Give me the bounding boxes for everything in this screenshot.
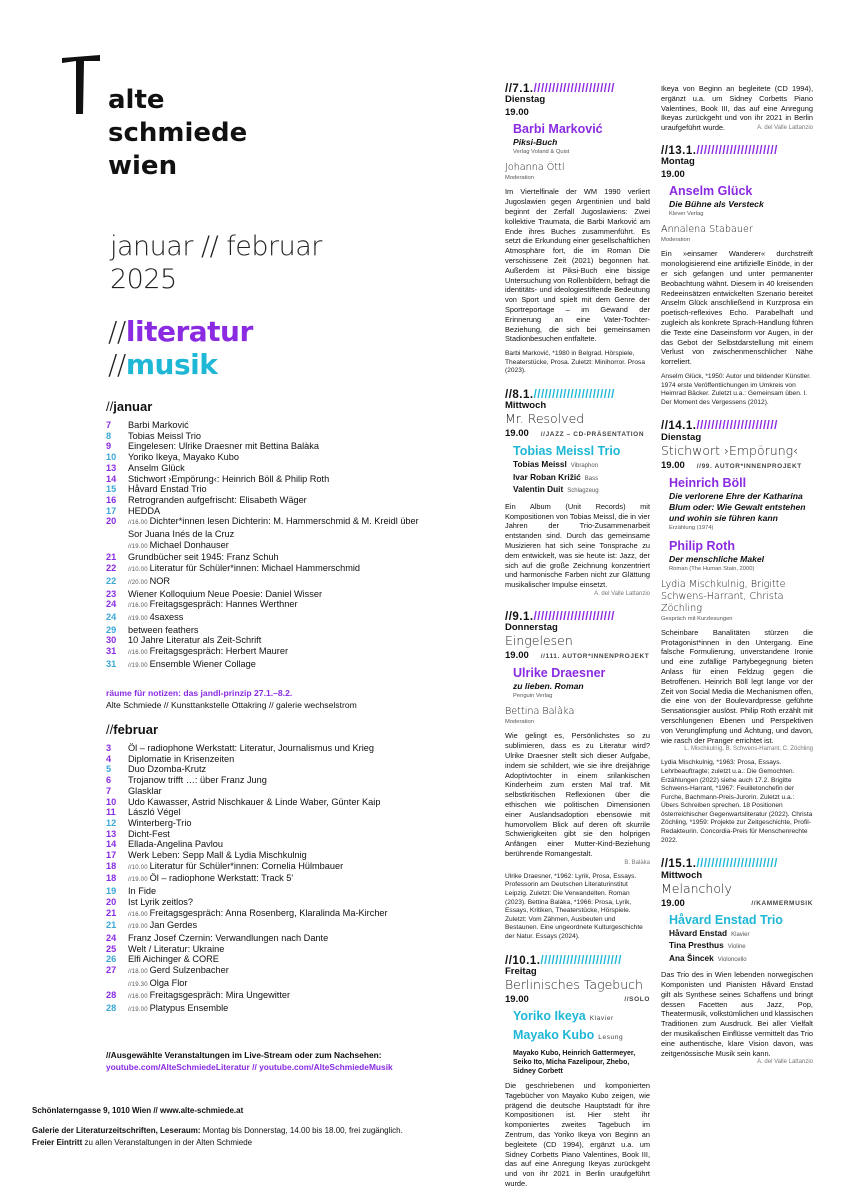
calendar-entry: //19.00 4saxess — [128, 611, 184, 622]
calendar-day: 28 — [106, 1003, 117, 1014]
calendar-day: 6 — [106, 775, 112, 786]
logo-line-1: alte — [108, 85, 165, 115]
calendar-entry: Stichwort ›Empörung‹: Heinrich Böll & Philip Roth — [128, 473, 330, 484]
calendar-row — [106, 797, 406, 808]
calendar-day: 17 — [106, 505, 117, 516]
calendar-row — [106, 659, 406, 672]
calendar-row — [106, 764, 406, 775]
event-column-2 — [505, 84, 650, 1189]
calendar-entry: Ist Lyrik zeitlos? — [128, 896, 194, 907]
calendar-day — [106, 978, 128, 991]
period-title: januar // februar 2025 — [110, 231, 322, 295]
event-jan7: //7.1.////////////////////// Dienstag 19.00 Barbi Marković Piksi-Buch Verlag Voland & Quist Johanna Öttl Moderation Im Viertelfinale der WM 1990 verliert Jugoslawien gegen Argentinien und bald beginnt der Zerfall Jugoslawiens: Zwei kollektive Traumata, die Barbi Marković am Ende ihres Buches zusammenführt. Es setzt die Erkundung einer gesellschaftlichen Atmosphäre fort, die im Roman Die verschissene Zeit (2021) begonnen hat. Außerdem ist Piksi-Buch eine bissige Untersuchung von Rollenbildern, befragt die identitäts- und ideologiestiftende Bedeutung von Sport und spielt mit dem Genre der Sportreportage – im Gewand der Erinnerung an eine Vater-Tochter-Beziehung, die sich bei gemeinsamen Stadionbesuchen entfaltete. Barbi Marković, *1980 in Belgrad. Hörspiele, Theaterstücke, Prosa. Zuletzt: Minihorror. Prosa (2023). — [505, 83, 650, 375]
calendar-day: 3 — [106, 743, 112, 753]
calendar-row — [106, 754, 406, 765]
performer: Håvard Enstad Klavier — [669, 927, 750, 938]
calendar-day: 27 — [106, 965, 117, 976]
youtube-musik-link[interactable]: youtube.com/AlteSchmiedeMusik — [259, 1062, 393, 1072]
calendar-row — [106, 965, 406, 978]
calendar-row — [106, 920, 406, 933]
event-name: Philip Roth — [669, 538, 735, 553]
calendar-row — [106, 990, 406, 1003]
calendar-entry: Öl – radiophone Werkstatt: Literatur, Journalismus und Krieg — [128, 743, 374, 753]
calendar-day: 14 — [106, 473, 117, 484]
calendar-day: 4 — [106, 753, 112, 764]
calendar-entry: Tobias Meissl Trio — [128, 430, 202, 441]
calendar-row — [106, 452, 406, 463]
calendar-entry: Glasklar — [128, 785, 162, 796]
calendar-row — [106, 599, 406, 612]
calendar-row — [106, 516, 419, 529]
calendar-row — [106, 1003, 406, 1016]
logo-t-mark — [60, 52, 104, 116]
calendar-row — [106, 420, 406, 431]
calendar-row — [106, 933, 406, 944]
calendar-entry: Barbi Marković — [128, 420, 189, 430]
calendar-entry: Udo Kawasser, Astrid Nischkauer & Linde Waber, Günter Kaip — [128, 796, 381, 807]
calendar-entry: Yoriko Ikeya, Mayako Kubo — [128, 452, 239, 463]
performer: Ivar Roban Križić Bass — [513, 471, 599, 482]
calendar-day: 16 — [106, 494, 117, 505]
calendar-entry: //19.00 Platypus Ensemble — [128, 1003, 229, 1014]
category-literatur: //literatur — [108, 315, 253, 348]
notice-text: Alte Schmiede // Kunsttankstelle Ottakring // galerie wechselstrom — [106, 700, 357, 710]
calendar-day: 7 — [106, 785, 112, 796]
february-calendar — [106, 743, 406, 1016]
calendar-entry: //18.00 Gerd Sulzenbacher — [128, 965, 229, 976]
calendar-entry: Duo Dzomba-Krutz — [128, 764, 207, 775]
calendar-row — [106, 576, 406, 589]
calendar-day — [106, 540, 128, 553]
event-name: Barbi Marković — [513, 122, 603, 137]
event-jan15: //15.1.////////////////////// Mittwoch Melancholy 19.00 //KAMMERMUSIK Håvard Enstad Trio Håvard Enstad Klavier Tina Presthus Violine Ana Šincek Violoncello Das Trio des in Wien lebenden norwegischen Komponisten und Pianisten Håvard Enstad gilt als Synthese seines Schaffens und bringt dessen Facetten aus Jazz, Pop, Theatermusik, volkstümlichen und klassischen Traditionen zum Ausdruck. Bei aller Vielfalt der musikalischen Einflüsse vermittelt das Trio eine authentische, klare Vision davon, was zeitgenössische Musik sein kann. A. del Valle Lattanzio — [661, 858, 813, 1066]
calendar-entry: //19.00 Jan Gerdes — [128, 920, 198, 931]
calendar-day: 22 — [106, 575, 117, 586]
calendar-entry: 10 Jahre Literatur als Zeit-Schrift — [128, 635, 262, 646]
calendar-entry: Diplomatie in Krisenzeiten — [128, 753, 235, 764]
event-jan10: //10.1.////////////////////// Freitag Berlinisches Tagebuch 19.00 //SOLO Yoriko Ikeya Klavier Mayako Kubo Lesung Mayako Kubo, Heinrich Gattermeyer, Seiko Ito, Micha Fazelipour, Zhebo, Sidney Corbett Die geschriebenen und komponierten Tagebücher von Mayako Kubo zeigen, wie prägend die deutsche Hauptstadt für ihre Kompositionen ist. Hier steht ihr komponiertes zweites Tagebuch im Zentrum, das Yoriko Ikeya von Beginn an begleitete (CD 1994), ergänzt u.a. um Sidney Corbetts Piano Valentines, Book III, das auf eine Anregung Ikeyas zurückgeht und von ihr 2021 in Berlin uraufgeführt wurde. — [505, 954, 650, 1188]
event-name: Anselm Glück — [669, 184, 753, 199]
calendar-entry: //20.00 NOR — [128, 575, 171, 586]
calendar-row — [106, 431, 406, 442]
calendar-row — [106, 908, 406, 921]
event-jan13: //13.1.////////////////////// Montag 19.00 Anselm Glück Die Bühne als Versteck Klever Verlag Annalena Stabauer Moderation Ein »einsamer Wanderer« durchstreift monologisierend eine artifizielle Einöde, in der er sich gefangen und unter permanenter Beobachtung wähnt. Diesem in 40 kreisenden Redeeinsätzen entwickelten Szenario bereitet Anselm Glück anschließend in Kurzprosa ein poetisch-reflexives Echo. Parabelhaft und zugleich als konkrete Sprach-Handlung führen die Texte eine Daseinsform vor Augen, in der das Gebot der Selbstdarstellung mit einem Verlust von zwischenmenschlicher Nähe korreliert. Anselm Glück, *1950: Autor und bildender Künstler. 1974 erste Veröffentlichungen im Umkreis von Heimrad Bäcker. Zuletzt u.a.: Gemeinsam üben. I. Der Moment des Vergessens (2012). — [661, 145, 813, 406]
address: Schönlaterngasse 9, 1010 Wien // www.alte-schmiede.at — [32, 1106, 244, 1115]
event-jan14: //14.1.////////////////////// Dienstag Stichwort ›Empörung‹ 19.00 //99. AUTOR*INNENPROJEKT Heinrich Böll Die verlorene Ehre der Katharina Blum oder: Wie Gewalt entstehen und wohin sie führen kann Erzählung (1974) Philip Roth Der menschliche Makel Roman (The Human Stain, 2000) Lydia Mischkulnig, Brigitte Schwens-Harrant, Christa Zöchling Gespräch mit Kurzlesungen Scheinbare Banalitäten stürzen die Protagonist*innen in den Untergang. Eine falsche Formulierung, unverstandene Ironie und eine zufällige Partybegegnung bieten Anlass für einen Feldzug gegen die Betroffenen. Heinrich Böll legt lange vor der Zeit von Social Media die Mechanismen offen, die eine von der Boulevardpresse geführte Sensationsgier auslöst. Philip Roth erzählt mit verschlungenen Ebenen und Perspektiven von Verunglimpfung und Ächtung, und davon, wie rasch der Pranger errichtet ist. L. Mischkulnig, B. Schwens-Harrant, C. Zöchling Lydia Mischkulnig, *1963: Prosa, Essays. Lehrbeauftragte; zuletzt u.a.: Die Gemochten. Erzählungen (2022) siehe auch 17.2. Brigitte Schwens-Harrant, *1967: Feuilletonchefin der Furche, Bachmann-Preis-Jurorin. Zuletzt u.a.: Übers Schreiben sprechen. 18 Positionen österreichischer Gegenwartsliteratur (2022). Christa Zöchling, *1959: Projekte zur Zeitgeschichte, Profil-Redakteurin. Concordia-Preis für Menschenrechte 2022. — [661, 420, 813, 844]
logo-wordmark — [108, 84, 247, 183]
event-jan10-continued: Ikeya von Beginn an begleitete (CD 1994), ergänzt u.a. um Sidney Corbetts Piano Valentines, Book III, das auf eine Anregung Ikeyas zurückgeht und von ihr 2021 in Berlin uraufgeführt wurde. — [661, 84, 813, 133]
calendar-row — [106, 775, 406, 786]
calendar-row — [106, 646, 406, 659]
notice-heading: räume für notizen: das jandl-prinzip 27.1.–8.2. — [106, 688, 293, 698]
february-heading: //februar — [106, 722, 159, 737]
event-name: Håvard Enstad Trio — [669, 912, 783, 927]
calendar-entry: Sor Juana Inés de la Cruz — [128, 529, 235, 540]
performer: Valentin Duit Schlagzeug — [513, 484, 599, 495]
january-heading: //januar — [106, 399, 153, 414]
calendar-entry: //19.00 Öl – radiophone Werkstatt: Track 5' — [128, 873, 294, 884]
calendar-day: 13 — [106, 462, 117, 473]
calendar-row — [106, 529, 406, 540]
calendar-entry: Håvard Enstad Trio — [128, 484, 207, 495]
calendar-entry: Werk Leben: Sepp Mall & Lydia Mischkulnig — [128, 850, 307, 861]
logo-line-3: wien — [108, 151, 178, 181]
calendar-day: 23 — [106, 588, 117, 599]
calendar-row — [106, 612, 406, 625]
calendar-row — [106, 441, 406, 452]
calendar-day: 30 — [106, 635, 117, 646]
calendar-entry: between feathers — [128, 624, 199, 635]
event-name: Ulrike Draesner — [513, 666, 606, 681]
calendar-day: 10 — [106, 796, 117, 807]
calendar-day: 20 — [106, 516, 117, 527]
calendar-row — [106, 743, 406, 754]
calendar-row — [106, 954, 406, 965]
calendar-row — [106, 978, 406, 991]
livestream-note: //Ausgewählte Veranstaltungen im Live-Stream oder zum Nachsehen: youtube.com/AlteSchmiedeLiteratur // youtube.com/AlteSchmiedeMusik — [106, 1050, 393, 1072]
calendar-day: 24 — [106, 599, 117, 610]
calendar-day: 8 — [106, 430, 112, 441]
calendar-day: 12 — [106, 817, 117, 828]
calendar-day: 29 — [106, 624, 117, 635]
calendar-day: 24 — [106, 611, 117, 622]
calendar-entry: Retrogranden aufgefrischt: Elisabeth Wäger — [128, 494, 307, 505]
calendar-entry: //16.00 Freitagsgespräch: Hannes Werthner — [128, 599, 298, 610]
calendar-entry: //16.00 Freitagsgespräch: Herbert Maurer — [128, 646, 289, 657]
calendar-day: 11 — [106, 807, 116, 818]
calendar-entry: Winterberg-Trio — [128, 817, 192, 828]
calendar-row — [106, 861, 406, 874]
calendar-entry: //19.30 Olga Flor — [128, 977, 188, 988]
calendar-day: 20 — [106, 896, 117, 907]
calendar-entry: Elfi Aichinger & CORE — [128, 954, 219, 965]
performer: Ana Šincek Violoncello — [669, 952, 747, 963]
calendar-entry: //10.00 Literatur für Schüler*innen: Cornelia Hülmbauer — [128, 860, 344, 871]
performer: Tina Presthus Violine — [669, 940, 746, 951]
calendar-entry: Grundbücher seit 1945: Franz Schuh — [128, 552, 279, 563]
calendar-day: 5 — [106, 764, 112, 775]
calendar-day: 10 — [106, 452, 117, 463]
calendar-day: 17 — [106, 850, 117, 861]
calendar-entry: //19.00 Ensemble Wiener Collage — [128, 658, 256, 669]
calendar-row — [106, 873, 406, 886]
calendar-day: 7 — [106, 420, 112, 430]
category-musik: //musik — [108, 348, 218, 381]
calendar-row — [106, 563, 406, 576]
calendar-entry: HEDDA — [128, 505, 161, 516]
calendar-row — [106, 839, 406, 850]
calendar-entry: //16.00 Dichter*innen lesen Dichterin: M. Hammerschmid & M. Kreidl über — [128, 516, 419, 527]
calendar-row — [106, 474, 406, 485]
calendar-row — [106, 829, 406, 840]
event-jan9: //9.1.////////////////////// Donnerstag Eingelesen 19.00 //111. AUTOR*INNENPROJEKT Ulrike Draesner zu lieben. Roman Penguin Verlag Bettina Balàka Moderation Wie gelingt es, Persönlichstes so zu sublimieren, dass es zu Literatur wird? Ulrike Draesner stellt sich dieser Aufgabe, indem sie schildert, wie sie ihre dreijährige Adoptivtochter in einem srilankischen Kinderheim zum ersten Mal traf. Mit selbstkritischen Reflexionen über die ethischen wie politischen Dimensionen einer Auslandsadoption ebensowie mit humorvollem Blick auf deren oft skurrile Schwierigkeiten gibt sie den holprigen Anfängen einer Mutter-Kind-Beziehung berührende Romangestalt. B. Balàka Ulrike Draesner, *1962: Lyrik, Prosa, Essays. Professorin am Deutschen Literaturinstitut Leipzig. Zuletzt: Die Verwandelten. Roman (2023). Bettina Balàka, *1966: Prosa, Lyrik, Essays, Kritiken, Theaterstücke, Hörspiele. Zuletzt: Vom Zähmen, Ausbeuten und Bestaunen. Eine ungeordnete Kulturgeschichte der Natur. Essays (2024). — [505, 611, 650, 940]
calendar-day: 19 — [106, 886, 117, 897]
calendar-entry: László Végel — [128, 807, 181, 818]
calendar-day: 31 — [106, 658, 117, 669]
calendar-entry: Wiener Kolloquium Neue Poesie: Daniel Wisser — [128, 588, 323, 599]
calendar-row — [106, 786, 406, 797]
calendar-day: 22 — [106, 563, 117, 574]
calendar-day: 26 — [106, 954, 117, 965]
calendar-day — [106, 529, 128, 540]
calendar-day: 9 — [106, 441, 112, 452]
calendar-entry: //10.00 Literatur für Schüler*innen: Michael Hammerschmid — [128, 563, 360, 574]
calendar-day: 21 — [106, 552, 117, 563]
calendar-entry: Eingelesen: Ulrike Draesner mit Bettina Balàka — [128, 441, 319, 452]
calendar-row — [106, 944, 406, 955]
event-name: Yoriko Ikeya Klavier — [513, 1008, 614, 1023]
calendar-day: 21 — [106, 920, 117, 931]
calendar-row — [106, 540, 406, 553]
calendar-row — [106, 818, 406, 829]
logo-line-2: schmiede — [108, 118, 248, 148]
event-name: Heinrich Böll — [669, 475, 747, 490]
event-name: Tobias Meissl Trio — [513, 444, 621, 459]
calendar-row — [106, 552, 406, 563]
calendar-day: 31 — [106, 646, 117, 657]
calendar-row — [106, 506, 406, 517]
event-name: Mayako Kubo Lesung — [513, 1027, 624, 1042]
calendar-entry: Franz Josef Czernin: Verwandlungen nach Dante — [128, 932, 329, 943]
calendar-row — [106, 886, 406, 897]
calendar-entry: //19.00 Michael Donhauser — [128, 539, 229, 550]
calendar-row — [106, 850, 406, 861]
calendar-day: 18 — [106, 873, 117, 884]
calendar-day: 24 — [106, 932, 117, 943]
calendar-day: 28 — [106, 990, 117, 1001]
youtube-literatur-link[interactable]: youtube.com/AlteSchmiedeLiteratur — [106, 1062, 250, 1072]
calendar-entry: Anselm Glück — [128, 462, 185, 473]
calendar-row — [106, 484, 406, 495]
calendar-entry: //16.00 Freitagsgespräch: Mira Ungewitter — [128, 990, 291, 1001]
calendar-row — [106, 897, 406, 908]
calendar-row — [106, 807, 406, 818]
calendar-entry: Welt / Literatur: Ukraine — [128, 943, 225, 954]
calendar-entry: Ellada-Angelina Pavlou — [128, 839, 224, 850]
calendar-entry: Dicht-Fest — [128, 828, 170, 839]
gallery-info: Galerie der Literaturzeitschriften, Leseraum: Montag bis Donnerstag, 14.00 bis 18.00, frei zugänglich. Freier Eintritt zu allen Veranstaltungen in der Alten Schmiede — [32, 1126, 403, 1147]
calendar-row — [106, 463, 406, 474]
calendar-row — [106, 625, 406, 636]
january-calendar — [106, 420, 419, 671]
calendar-day: 18 — [106, 860, 117, 871]
calendar-row — [106, 495, 406, 506]
calendar-day: 13 — [106, 828, 117, 839]
calendar-day: 15 — [106, 484, 117, 495]
calendar-row — [106, 635, 406, 646]
event-column-3: Ikeya von Beginn an begleitete (CD 1994), ergänzt u.a. um Sidney Corbetts Piano Valentines, Book III, das auf eine Anregung Ikeyas zurückgeht und von ihr 2021 in Berlin uraufgeführt wurde. A. del Valle Lattanzio //13.1.////////////////////// Montag 19.00 Anselm Glück Die Bühne als Versteck Klever Verlag Annalena Stabauer Moderation Ein »einsamer Wanderer« durchstreift monologisierend eine artifizielle Einöde, in der er sich gefangen und unter permanenter Beobachtung wähnt. Diesem in 40 kreisenden Redeeinsätzen entwickelten Szenario bereitet Anselm Glück anschließend in Kurzprosa ein poetisch-reflexives Echo. Parabelhaft und zugleich als konkrete Sprach-Handlung führen die Texte eine Daseinsform vor Augen, in der das Gebot der Selbstdarstellung mit einem Verlust von zwischenmenschlicher Nähe korreliert. Anselm Glück, *1950: Autor und bildender Künstler. 1974 erste Veröffentlichungen im Umkreis von Heimrad Bäcker. Zuletzt u.a.: Gemeinsam üben. I. Der Moment des Vergessens (2012). //14.1.////////////////////// Dienstag Stichwort ›Empörung‹ 19.00 //99. AUTOR*INNENPROJEKT Heinrich Böll Die verlorene Ehre der Katharina Blum oder: Wie Gewalt entstehen und wohin sie führen kann Erzählung (1974) Philip Roth Der menschliche Makel Roman (The Human Stain, 2000) Lydia Mischkulnig, Brigitte Schwens-Harrant, Christa Zöchling Gespräch mit Kurzlesungen Scheinbare Banalitäten stürzen die Protagonist*innen in den Untergang. Eine falsche Formulierung, unverstandene Ironie und eine zufällige Partybegegnung bieten Anlass für einen Feldzug gegen die Betroffenen. Heinrich Böll legt lange vor der Zeit von Social Media die Mechanismen offen, die eine von der Boulevardpresse geführte Sensationsgier auslöst. Philip Roth erzählt mit verschlungenen Ebenen und Perspektiven von Verunglimpfung und Ächtung, und davon, wie rasch der Pranger errichtet ist. L. Mischkulnig, B. Schwens-Harrant, C. Zöchling Lydia Mischkulnig, *1963: Prosa, Essays. Lehrbeauftragte; zuletzt u.a.: Die Gemochten. Erzählungen (2022) siehe auch 17.2. Brigitte Schwens-Harrant, *1967: Feuilletonchefin der Furche, Bachmann-Preis-Jurorin. Zuletzt u.a.: Übers Schreiben sprechen. 18 Positionen österreichischer Gegenwartsliteratur (2022). Christa Zöchling, *1959: Projekte zur Zeitgeschichte, Profil-Redakteurin. Concordia-Preis für Menschenrechte 2022. //15.1.////////////////////// Mittwoch Melancholy 19.00 //KAMMERMUSIK Håvard Enstad Trio Håvard Enstad Klavier Tina Presthus Violine Ana Šincek Violoncello Das Trio des in Wien lebenden norwegischen Komponisten und Pianisten Håvard Enstad gilt als Synthese seines Schaffens und bringt dessen Facetten aus Jazz, Pop, Theatermusik, volkstümlichen und klassischen Traditionen zum Ausdruck. Bei aller Vielfalt der musikalischen Einflüsse vermittelt das Trio eine authentische, klare Vision davon, was zeitgenössische Musik sein kann. A. del Valle Lattanzio — [661, 84, 813, 1066]
performer: Tobias Meissl Vibraphon — [513, 459, 599, 470]
calendar-day: 21 — [106, 907, 117, 918]
calendar-day: 25 — [106, 943, 117, 954]
calendar-entry: In Fide — [128, 886, 157, 897]
calendar-entry: //16.00 Freitagsgespräch: Anna Rosenberg, Klaralinda Ma-Kircher — [128, 907, 388, 918]
event-jan8: //8.1.////////////////////// Mittwoch Mr. Resolved 19.00 //JAZZ – CD-PRÄSENTATION Tobias Meissl Trio Tobias Meissl Vibraphon Ivar Roban Križić Bass Valentin Duit Schlagzeug Ein Album (Unit Records) mit Kompositionen von Tobias Meissl, die in vier Jahren der Trio-Zusammenarbeit entstanden sind. Durch das gemeinsame Musizieren hat sich seine Tonsprache zu dem entwickelt, was sie heute ist: Jazz, der sich auf die große Zeichnung konzentriert und harmonische Farben nicht zur Glättung musikalischer Impulse einsetzt. A. del Valle Lattanzio — [505, 388, 650, 598]
calendar-entry: Trojanow trifft …: über Franz Jung — [128, 775, 267, 786]
calendar-day: 14 — [106, 839, 117, 850]
calendar-row — [106, 589, 406, 600]
